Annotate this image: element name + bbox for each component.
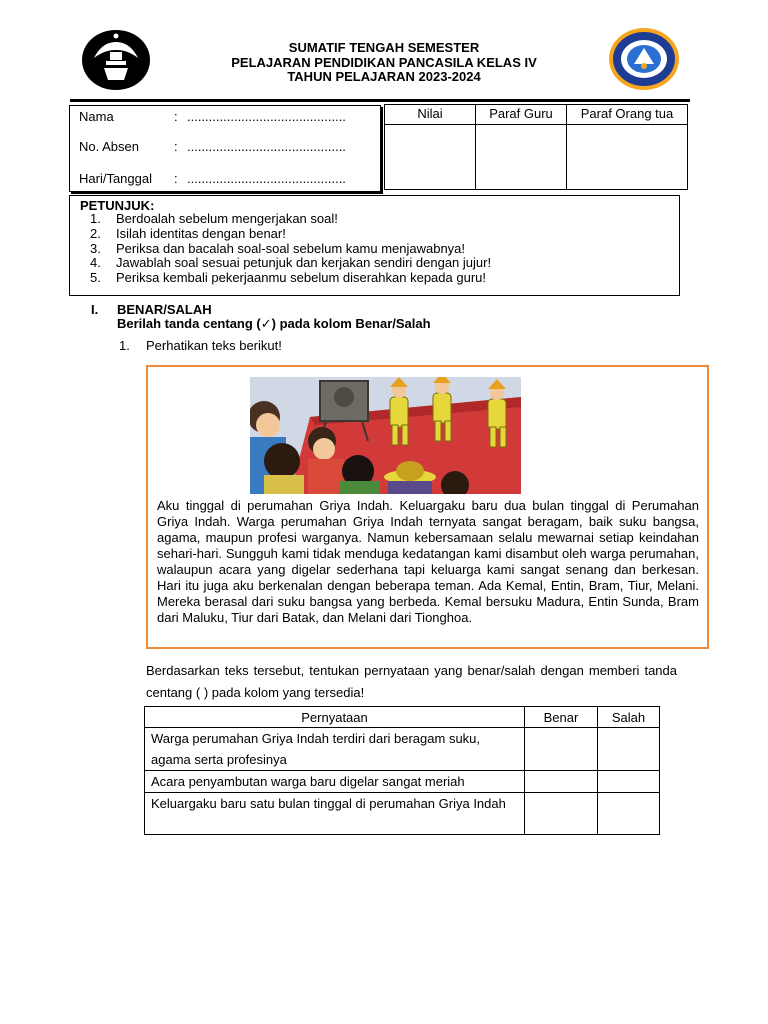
name-field[interactable] <box>79 109 346 124</box>
table-row <box>145 793 660 835</box>
absen-label: No. Absen <box>79 139 139 154</box>
question-number: 1. <box>119 338 130 353</box>
instruction-item: 3. Periksa dan bacalah soal-soal sebelum kamu menjawabnya! <box>90 240 466 256</box>
date-label: Hari/Tanggal <box>79 171 152 186</box>
header-pernyataan: Pernyataan <box>145 707 525 728</box>
instructions-list <box>90 212 491 286</box>
absen-colon: : <box>174 139 178 154</box>
statement-text: Warga perumahan Griya Indah terdiri dari beragam suku, agama serta profesinya <box>145 728 525 771</box>
header-title: SUMATIF TENGAH SEMESTER <box>288 40 480 55</box>
dance-performance-illustration <box>250 377 521 494</box>
statement-text: Keluargaku baru satu bulan tinggal di perumahan Griya Indah <box>145 793 525 835</box>
table-row <box>145 771 660 793</box>
statement-text: Acara penyambutan warga baru digelar sangat meriah <box>145 771 525 793</box>
table-row <box>145 728 660 771</box>
score-cell-paraf-ortu[interactable] <box>567 125 688 190</box>
header-year: TAHUN PELAJARAN 2023-2024 <box>287 69 481 84</box>
name-label: Nama <box>79 109 114 124</box>
header-benar: Benar <box>525 707 598 728</box>
section-title: BENAR/SALAH <box>117 302 212 317</box>
instruction-item: 2. Isilah identitas dengan benar! <box>90 225 286 241</box>
score-cell-paraf-guru[interactable] <box>476 125 567 190</box>
instructions-title: PETUNJUK: <box>80 198 155 213</box>
benar-checkbox[interactable] <box>525 771 598 793</box>
name-colon: : <box>174 109 178 124</box>
score-table <box>384 104 688 190</box>
question-instruction: Berdasarkan teks tersebut, tentukan pernyataan yang benar/salah dengan memberi tanda centang ( ) pada kolom yang tersedia! <box>146 663 677 700</box>
name-blank[interactable]: ............................................ <box>187 109 346 124</box>
instruction-item: 1. Berdoalah sebelum mengerjakan soal! <box>90 211 338 226</box>
question-prompt: Perhatikan teks berikut! <box>146 338 282 353</box>
benar-checkbox[interactable] <box>525 728 598 771</box>
instructions-box <box>69 195 680 296</box>
identity-box <box>69 105 381 192</box>
story-text: Aku tinggal di perumahan Griya Indah. Keluargaku baru dua bulan tinggal di Perumahan Griya Indah. Warga perumahan Griya Indah ternyata sangat beragam, baik suku bangsa, agama, maupun profesi warganya. Namun kebersamaan selalu mewarnai setiap keindahan sehari-hari. Sungguh kami tidak menduga kedatangan kami disambut oleh warga perumahan, walaupun acara yang digelar sederhana tapi keluarga kami sangat senang dan berkesan. Hari itu juga aku berkenalan dengan beberapa teman. Ada Kemal, Entin, Bram, Tiur, Melani. Mereka berasal dari suku bangsa yang berbeda. Kemal bersuku Madura, Entin Sunda, Bram dari Maluku, Tiur dari Batak, dan Melani dari Tionghoa. <box>157 498 699 625</box>
instruction-item: 4. Jawablah soal sesuai petunjuk dan kerjakan sendiri dengan jujur! <box>90 255 492 271</box>
statement-table <box>144 706 660 835</box>
date-field[interactable] <box>79 171 346 186</box>
benar-checkbox[interactable] <box>525 793 598 835</box>
score-header-paraf-ortu: Paraf Orang tua <box>567 105 688 125</box>
instruction-item: 5. Periksa kembali pekerjaanmu sebelum diserahkan kepada guru! <box>90 270 486 286</box>
absen-blank[interactable]: ............................................ <box>187 139 346 154</box>
header-subject: PELAJARAN PENDIDIKAN PANCASILA KELAS IV <box>231 55 537 70</box>
score-header-nilai: Nilai <box>385 105 476 125</box>
story-box <box>146 365 709 649</box>
section-number: I. <box>91 302 99 317</box>
header-salah: Salah <box>598 707 660 728</box>
absen-field[interactable] <box>79 139 346 154</box>
salah-checkbox[interactable] <box>598 728 660 771</box>
salah-checkbox[interactable] <box>598 793 660 835</box>
date-colon: : <box>174 171 178 186</box>
date-blank[interactable]: ............................................ <box>187 171 346 186</box>
header-divider <box>70 99 690 102</box>
school-seal-logo <box>607 26 681 92</box>
score-cell-nilai[interactable] <box>385 125 476 190</box>
score-header-paraf-guru: Paraf Guru <box>476 105 567 125</box>
section-instruction: Berilah tanda centang (✓) pada kolom Benar/Salah <box>117 316 431 331</box>
salah-checkbox[interactable] <box>598 771 660 793</box>
